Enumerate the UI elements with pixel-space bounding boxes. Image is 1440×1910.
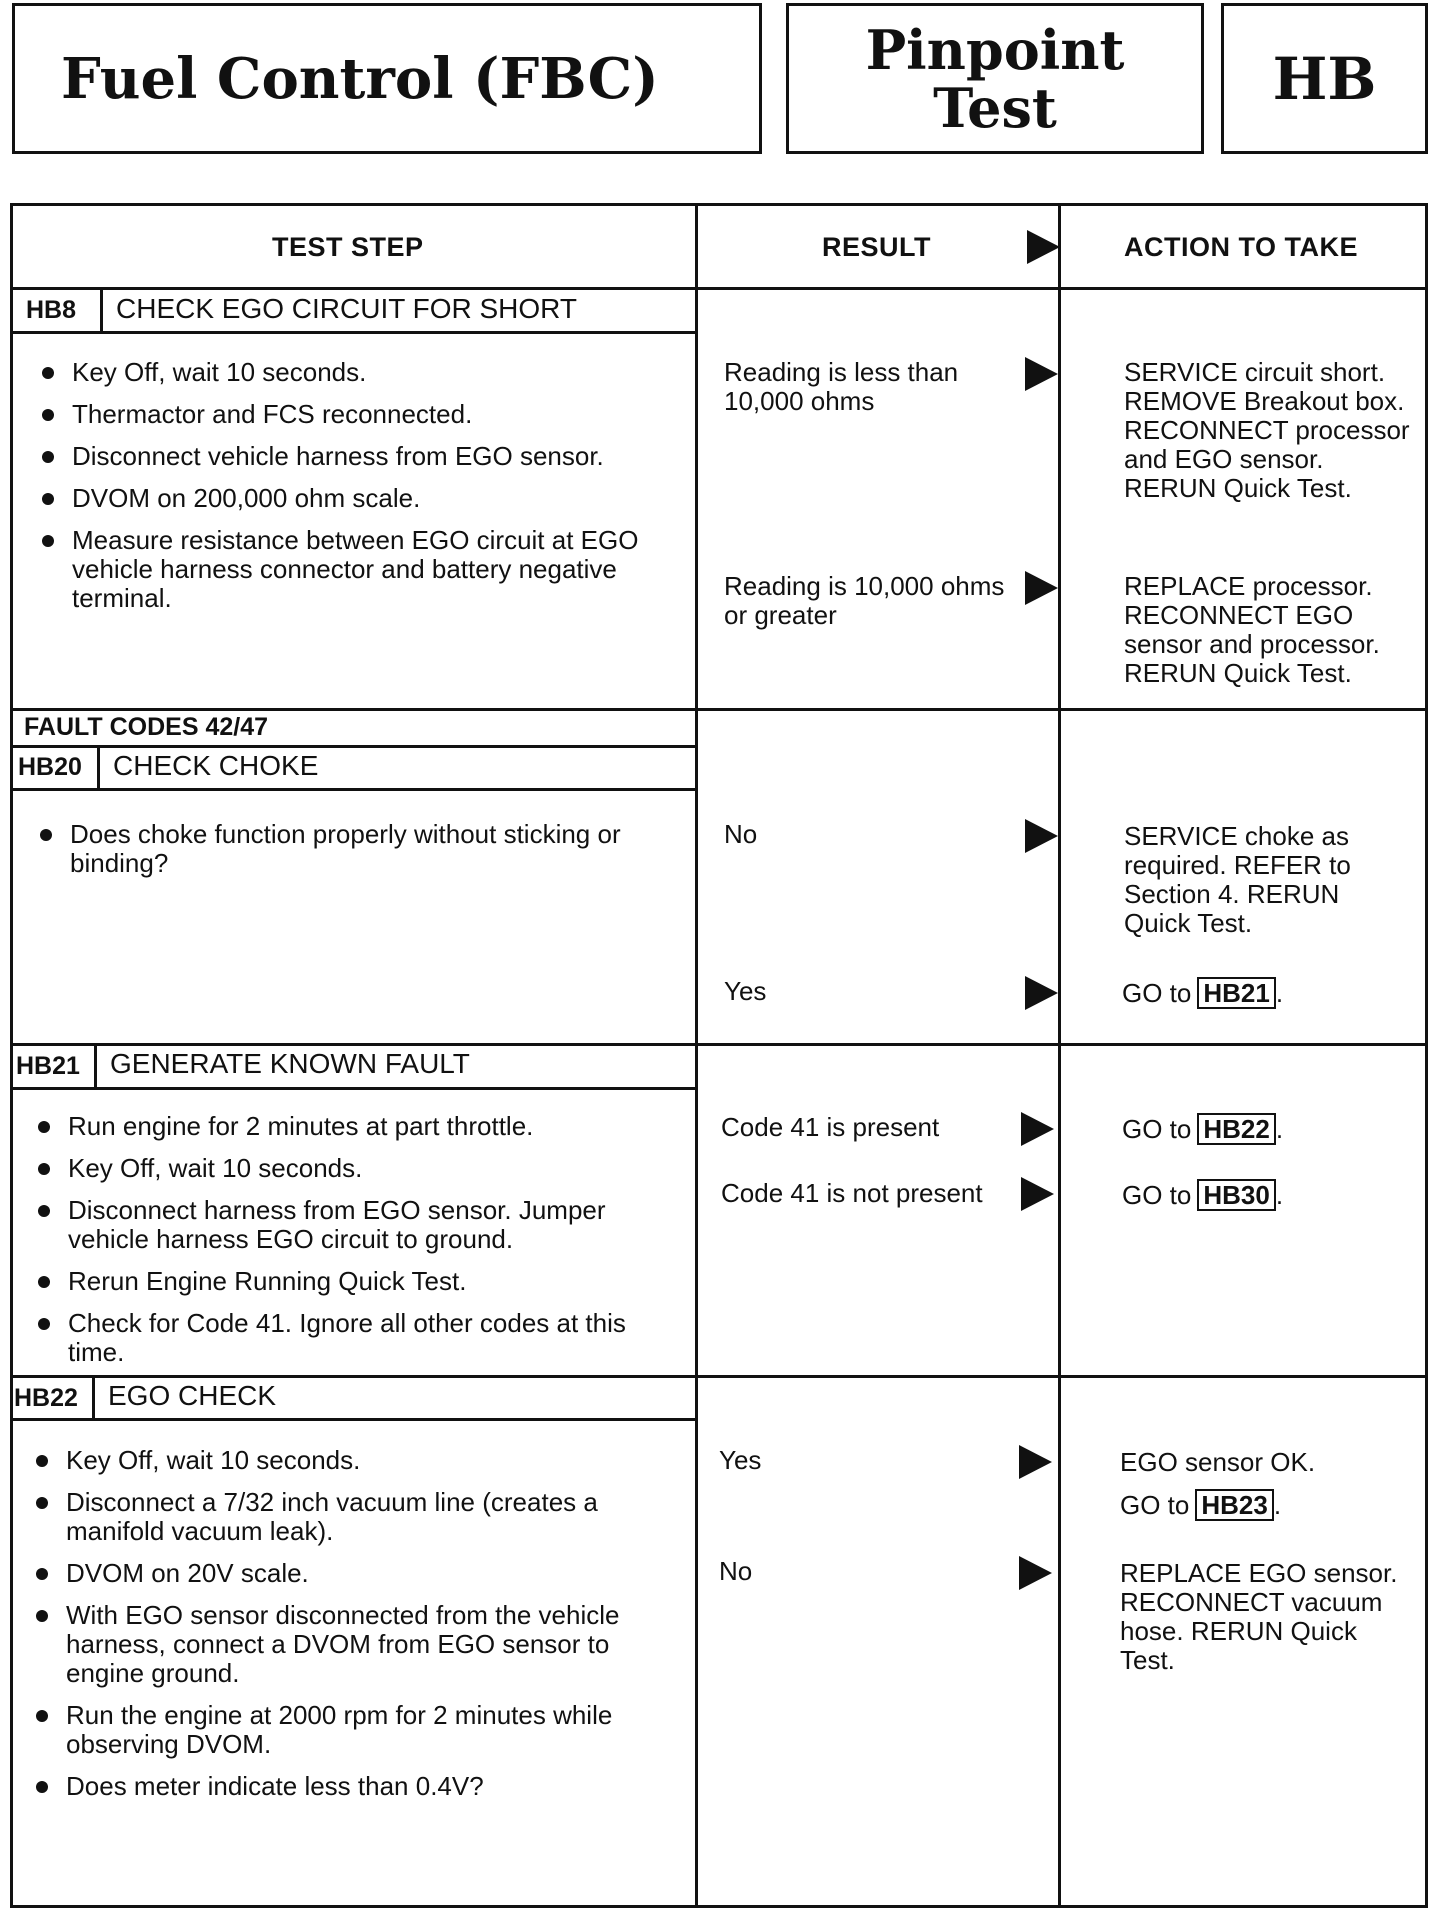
step-instructions <box>34 1446 674 1814</box>
result-text: Yes <box>719 1445 762 1475</box>
action-text: GO to <box>1120 1490 1190 1520</box>
instruction-item: Key Off, wait 10 seconds. <box>40 358 670 387</box>
instruction-item: Key Off, wait 10 seconds. <box>34 1446 674 1475</box>
action-text: SERVICE choke as required. REFER to Section 4. RERUN Quick Test. <box>1124 821 1351 938</box>
result-arrow <box>1025 571 1058 605</box>
column-header-action: ACTION TO TAKE <box>1124 232 1358 262</box>
instruction-item: Rerun Engine Running Quick Test. <box>36 1267 676 1296</box>
action-text: GO to <box>1122 1180 1192 1210</box>
action-goto <box>1122 1113 1283 1145</box>
column-divider-2 <box>1058 203 1061 1908</box>
instruction-item: Measure resistance between EGO circuit at EGO vehicle harness connector and battery negative terminal. <box>40 526 670 613</box>
result-arrow <box>1019 1556 1052 1590</box>
result-arrow <box>1025 976 1058 1010</box>
result-arrow <box>1021 1112 1054 1146</box>
column-header-test-step: TEST STEP <box>272 232 424 262</box>
action-suffix: . <box>1275 978 1284 1008</box>
instruction-item: Disconnect vehicle harness from EGO sensor. <box>40 442 670 471</box>
step-id: HB21 <box>16 1052 80 1080</box>
step-reference-hb23[interactable]: HB23 <box>1195 1489 1273 1521</box>
instruction-item: Key Off, wait 10 seconds. <box>36 1154 676 1183</box>
page-title: Fuel Control (FBC) <box>12 3 762 154</box>
step-instructions <box>40 358 670 626</box>
instruction-item: Disconnect harness from EGO sensor. Jumper vehicle harness EGO circuit to ground. <box>36 1196 676 1254</box>
result-text: No <box>724 819 758 849</box>
step-id: HB22 <box>14 1384 78 1412</box>
pinpoint-line-1: Pinpoint <box>865 17 1125 82</box>
column-divider-1 <box>695 203 698 1908</box>
action-goto <box>1120 1489 1281 1521</box>
action-suffix: . <box>1275 1114 1284 1144</box>
step-title: GENERATE KNOWN FAULT <box>110 1048 470 1079</box>
section-divider-hb21 <box>10 1043 1428 1046</box>
instruction-item: Disconnect a 7/32 inch vacuum line (creates a manifold vacuum leak). <box>34 1488 674 1546</box>
step-id-divider <box>97 745 100 790</box>
header-row-divider <box>10 287 1428 290</box>
section-divider-hb20 <box>10 708 1428 711</box>
instruction-item: Run the engine at 2000 rpm for 2 minutes while observing DVOM. <box>34 1701 674 1759</box>
column-header-arrow <box>1027 230 1060 264</box>
section-code: HB <box>1221 3 1428 154</box>
pinpoint-line-2: Test <box>933 75 1057 140</box>
instruction-item: DVOM on 20V scale. <box>34 1559 674 1588</box>
action-text: REPLACE processor. RECONNECT EGO sensor and processor. RERUN Quick Test. <box>1124 571 1380 688</box>
step-instructions <box>36 1112 676 1380</box>
step-reference-hb21[interactable]: HB21 <box>1197 977 1275 1009</box>
step-title: CHECK EGO CIRCUIT FOR SHORT <box>116 293 578 324</box>
instruction-item: Does choke function properly without sticking or binding? <box>38 820 678 878</box>
action-suffix: . <box>1275 1180 1284 1210</box>
result-text: No <box>719 1556 753 1586</box>
step-title-underline <box>10 1418 697 1421</box>
column-header-result: RESULT <box>822 232 931 262</box>
action-text: EGO sensor OK. <box>1120 1447 1316 1477</box>
instruction-item: Thermactor and FCS reconnected. <box>40 400 670 429</box>
action-text: GO to <box>1122 978 1192 1008</box>
result-arrow <box>1019 1445 1052 1479</box>
action-suffix: . <box>1273 1490 1282 1520</box>
result-arrow <box>1021 1177 1054 1211</box>
action-text: GO to <box>1122 1114 1192 1144</box>
result-text: Reading is 10,000 ohms or greater <box>724 571 1005 630</box>
step-id-divider <box>92 1375 95 1420</box>
result-text: Code 41 is not present <box>721 1178 983 1208</box>
instruction-item: Check for Code 41. Ignore all other codes at this time. <box>36 1309 676 1367</box>
result-text: Reading is less than 10,000 ohms <box>724 357 959 416</box>
step-reference-hb30[interactable]: HB30 <box>1197 1179 1275 1211</box>
step-title-underline <box>10 331 697 334</box>
instruction-item: With EGO sensor disconnected from the vehicle harness, connect a DVOM from EGO sensor to engine ground. <box>34 1601 674 1688</box>
pinpoint-test-label <box>786 3 1204 154</box>
step-id: HB8 <box>26 296 77 324</box>
step-id: HB20 <box>18 753 82 781</box>
action-goto <box>1122 977 1283 1009</box>
action-text: SERVICE circuit short. REMOVE Breakout box. RECONNECT processor and EGO sensor. RERUN Quick Test. <box>1124 357 1410 503</box>
step-reference-hb22[interactable]: HB22 <box>1197 1113 1275 1145</box>
instruction-item: DVOM on 200,000 ohm scale. <box>40 484 670 513</box>
result-text: Yes <box>724 976 767 1006</box>
instruction-item: Run engine for 2 minutes at part throttle. <box>36 1112 676 1141</box>
step-title: EGO CHECK <box>108 1380 277 1411</box>
action-goto <box>1122 1179 1283 1211</box>
result-text: Code 41 is present <box>721 1112 940 1142</box>
step-title-underline <box>10 788 697 791</box>
step-id-divider <box>100 287 103 333</box>
result-arrow <box>1025 357 1058 391</box>
instruction-item: Does meter indicate less than 0.4V? <box>34 1772 674 1801</box>
step-instructions <box>38 820 678 891</box>
step-title-underline <box>10 1087 697 1090</box>
result-arrow <box>1025 819 1058 853</box>
step-title: CHECK CHOKE <box>113 750 319 781</box>
step-id-divider <box>94 1043 97 1089</box>
fault-codes-underline <box>10 745 697 748</box>
action-text: REPLACE EGO sensor. RECONNECT vacuum hose. RERUN Quick Test. <box>1120 1558 1398 1675</box>
fault-codes-label: FAULT CODES 42/47 <box>24 713 269 741</box>
